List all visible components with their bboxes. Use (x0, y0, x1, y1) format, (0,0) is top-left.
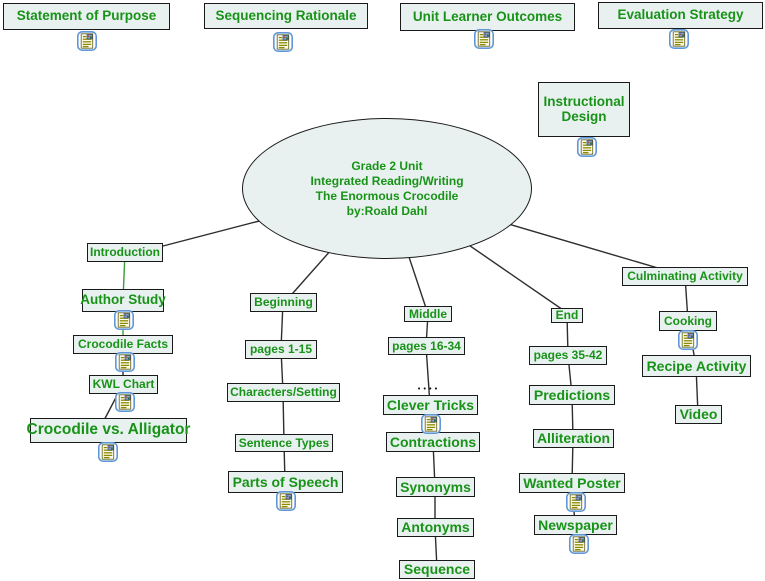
concept-node-unit-learner-outcomes[interactable]: Unit Learner Outcomes (400, 3, 575, 31)
resource-icon-wanted-poster[interactable] (566, 492, 586, 512)
concept-node-pages-1-15[interactable]: pages 1-15 (245, 340, 317, 359)
resource-icon-cooking[interactable] (678, 330, 698, 350)
concept-node-root-unit[interactable] (242, 118, 532, 259)
concept-node-pages-35-42[interactable]: pages 35-42 (529, 346, 607, 365)
concept-node-introduction[interactable]: Introduction (87, 243, 163, 262)
concept-node-sequence[interactable]: Sequence (399, 560, 475, 579)
resource-icon-unit-learner-outcomes[interactable] (474, 29, 494, 49)
concept-node-end[interactable]: End (551, 308, 583, 323)
resource-icon-newspaper[interactable] (569, 534, 589, 554)
concept-node-parts-of-speech[interactable]: Parts of Speech (228, 471, 343, 493)
resource-icon-sequencing-rationale[interactable] (273, 32, 293, 52)
root-line-3: The Enormous Crocodile (315, 188, 459, 203)
concept-node-crocodile-facts[interactable]: Crocodile Facts (73, 335, 173, 354)
resource-icon-clever-tricks[interactable] (421, 414, 441, 434)
concept-node-contractions[interactable]: Contractions (386, 432, 480, 452)
concept-node-evaluation-strategy[interactable]: Evaluation Strategy (598, 2, 763, 29)
concept-node-author-study[interactable]: Author Study (82, 289, 164, 312)
root-line-4: by:Roald Dahl (346, 203, 428, 218)
concept-node-kwl-chart[interactable]: KWL Chart (89, 375, 158, 394)
concept-node-statement-of-purpose[interactable]: Statement of Purpose (3, 3, 170, 30)
resource-icon-crocodile-facts[interactable] (115, 352, 135, 372)
concept-node-wanted-poster[interactable]: Wanted Poster (519, 473, 625, 493)
concept-node-middle[interactable]: Middle (404, 306, 452, 322)
root-line-2: Integrated Reading/Writing (310, 173, 464, 188)
resource-icon-kwl-chart[interactable] (115, 392, 135, 412)
concept-node-clever-tricks[interactable]: Clever Tricks (383, 395, 478, 415)
resource-icon-evaluation-strategy[interactable] (669, 29, 689, 49)
concept-node-crocodile-vs-alligator[interactable]: Crocodile vs. Alligator (30, 418, 187, 443)
concept-node-cooking[interactable]: Cooking (659, 311, 717, 331)
resource-icon-crocodile-vs-alligator[interactable] (98, 442, 118, 462)
concept-node-sentence-types[interactable]: Sentence Types (235, 434, 333, 452)
concept-node-video[interactable]: Video (675, 405, 722, 424)
root-line-1: Grade 2 Unit (351, 158, 423, 173)
concept-node-synonyms[interactable]: Synonyms (396, 477, 475, 497)
concept-node-predictions[interactable]: Predictions (529, 385, 615, 405)
resource-icon-parts-of-speech[interactable] (276, 491, 296, 511)
concept-node-beginning[interactable]: Beginning (250, 293, 317, 312)
concept-node-pages-16-34[interactable]: pages 16-34 (388, 337, 465, 355)
concept-node-characters-setting[interactable]: Characters/Setting (227, 383, 340, 402)
concept-node-culminating-activity[interactable]: Culminating Activity (622, 267, 748, 286)
concept-node-instructional-design[interactable]: Instructional Design (538, 82, 630, 137)
concept-node-antonyms[interactable]: Antonyms (397, 518, 474, 537)
concept-node-alliteration[interactable]: Alliteration (533, 429, 614, 448)
stray-dots-artifact: •••• (417, 385, 440, 393)
concept-node-sequencing-rationale[interactable]: Sequencing Rationale (204, 3, 368, 29)
resource-icon-author-study[interactable] (114, 310, 134, 330)
resource-icon-statement-of-purpose[interactable] (77, 31, 97, 51)
concept-node-recipe-activity[interactable]: Recipe Activity (642, 355, 751, 377)
concept-node-newspaper[interactable]: Newspaper (534, 515, 617, 535)
resource-icon-instructional-design[interactable] (577, 137, 597, 157)
